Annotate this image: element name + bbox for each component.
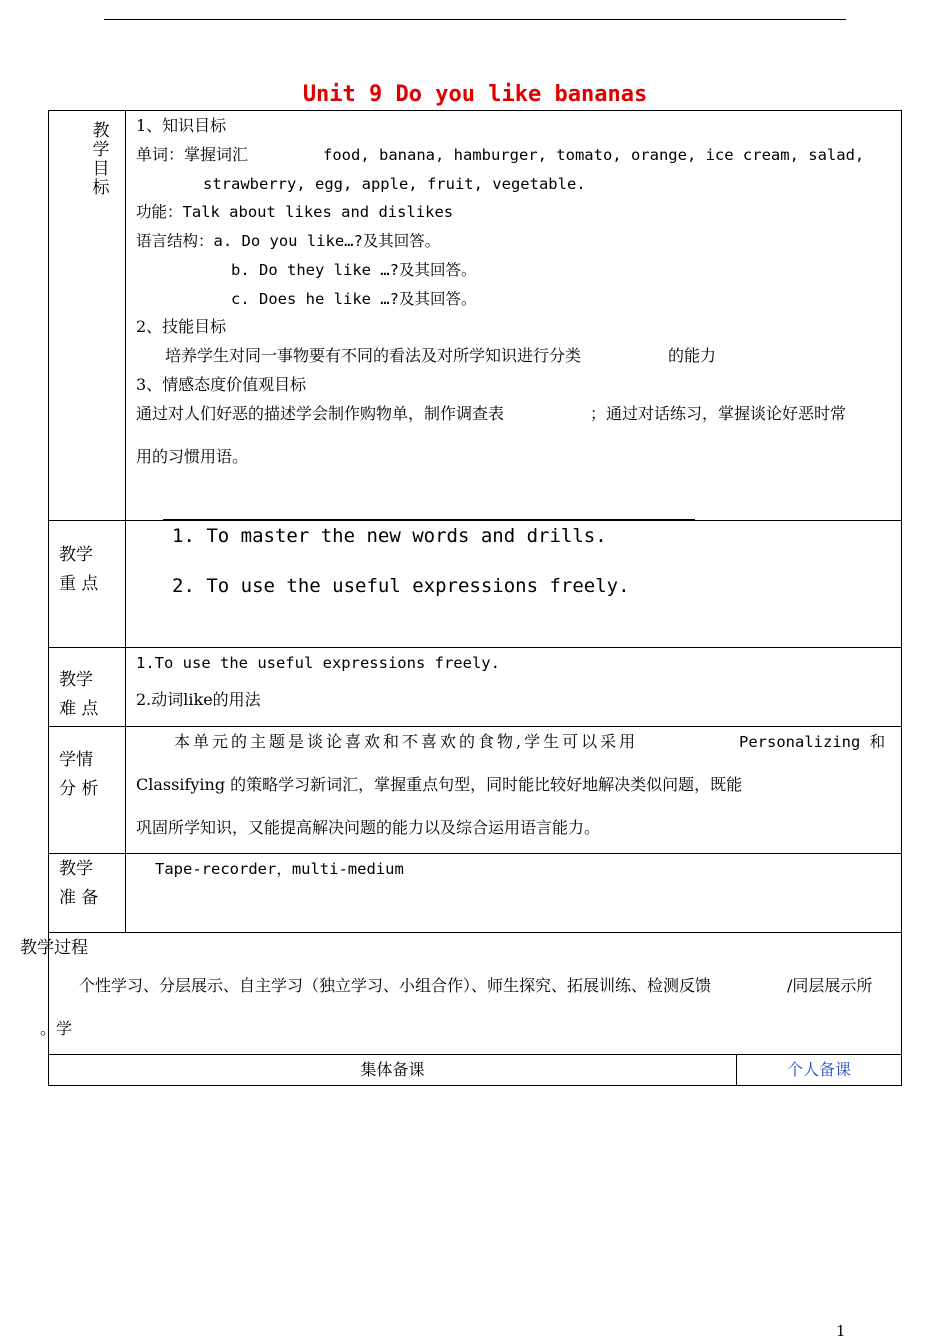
personal-prep-label: 个人备课 — [786, 1060, 851, 1079]
objectives-line: c. Does he like …?及其回答。 — [231, 290, 477, 308]
keypoints-line: 2. To use the useful expressions freely. — [172, 575, 630, 597]
prep-label: 准 备 — [59, 888, 99, 908]
analysis-label: 学情 — [59, 750, 93, 770]
prep-line: Tape-recorder，multi-medium — [155, 860, 404, 878]
objectives-line: 2、技能目标 — [136, 317, 227, 336]
objectives-label: 教 学 目 标 — [92, 121, 110, 198]
difficult-line: 1.To use the useful expressions freely. — [136, 654, 500, 672]
objectives-line: 1、知识目标 — [136, 116, 227, 135]
objectives-vocab: food, banana, hamburger, tomato, orange, ice cream, salad, — [323, 146, 865, 164]
keypoints-line: 1. To master the new words and drills. — [172, 525, 607, 547]
objectives-line: 用的习惯用语。 — [136, 447, 249, 466]
difficult-label: 难 点 — [59, 699, 99, 719]
process-line: 个性学习、分层展示、自主学习（独立学习、小组合作）、师生探究、拓展训练、检测反馈 — [79, 976, 712, 995]
prep-label: 教学 — [59, 859, 93, 879]
objectives-line: 功能：Talk about likes and dislikes — [136, 203, 454, 221]
process-line: 。学 — [40, 1019, 73, 1038]
analysis-line: Classifying 的策略学习新词汇，掌握重点句型，同时能比较好地解决类似问题，既能 — [136, 775, 743, 794]
objectives-line: 单词：掌握词汇 — [136, 145, 249, 164]
analysis-line: 巩固所学知识，又能提高解决问题的能力以及综合运用语言能力。 — [136, 818, 601, 837]
analysis-label: 分 析 — [59, 779, 99, 799]
objectives-label-cell — [48, 110, 126, 521]
process-line: /同层展示所 — [787, 976, 873, 995]
analysis-line: 本单元的主题是谈论喜欢和不喜欢的食物,学生可以采用 — [174, 732, 639, 751]
objectives-line: b. Do they like …?及其回答。 — [231, 261, 477, 279]
objectives-line: ；通过对话练习，掌握谈论好恶时常 — [590, 404, 847, 423]
difficult-label: 教学 — [59, 670, 93, 690]
page-number: 1 — [836, 1322, 846, 1340]
difficult-line: 2.动词like的用法 — [136, 690, 261, 709]
objectives-line: 培养学生对同一事物要有不同的看法及对所学知识进行分类 — [165, 346, 582, 365]
objectives-line: 语言结构：a. Do you like…?及其回答。 — [136, 232, 441, 250]
process-label: 教学过程 — [20, 938, 88, 958]
document-title: Unit 9 Do you like bananas — [302, 82, 648, 107]
keypoints-label: 教学 — [59, 545, 93, 565]
objectives-vocab: strawberry, egg, apple, fruit, vegetable. — [203, 175, 586, 193]
keypoints-label: 重 点 — [59, 574, 99, 594]
objectives-line: 3、情感态度价值观目标 — [136, 375, 307, 394]
analysis-line: Personalizing 和 — [739, 733, 886, 751]
header-rule — [104, 19, 846, 20]
group-prep-label: 集体备课 — [360, 1060, 425, 1079]
objectives-line: 的能力 — [668, 346, 717, 365]
objectives-line: 通过对人们好恶的描述学会制作购物单，制作调查表 — [136, 404, 505, 423]
